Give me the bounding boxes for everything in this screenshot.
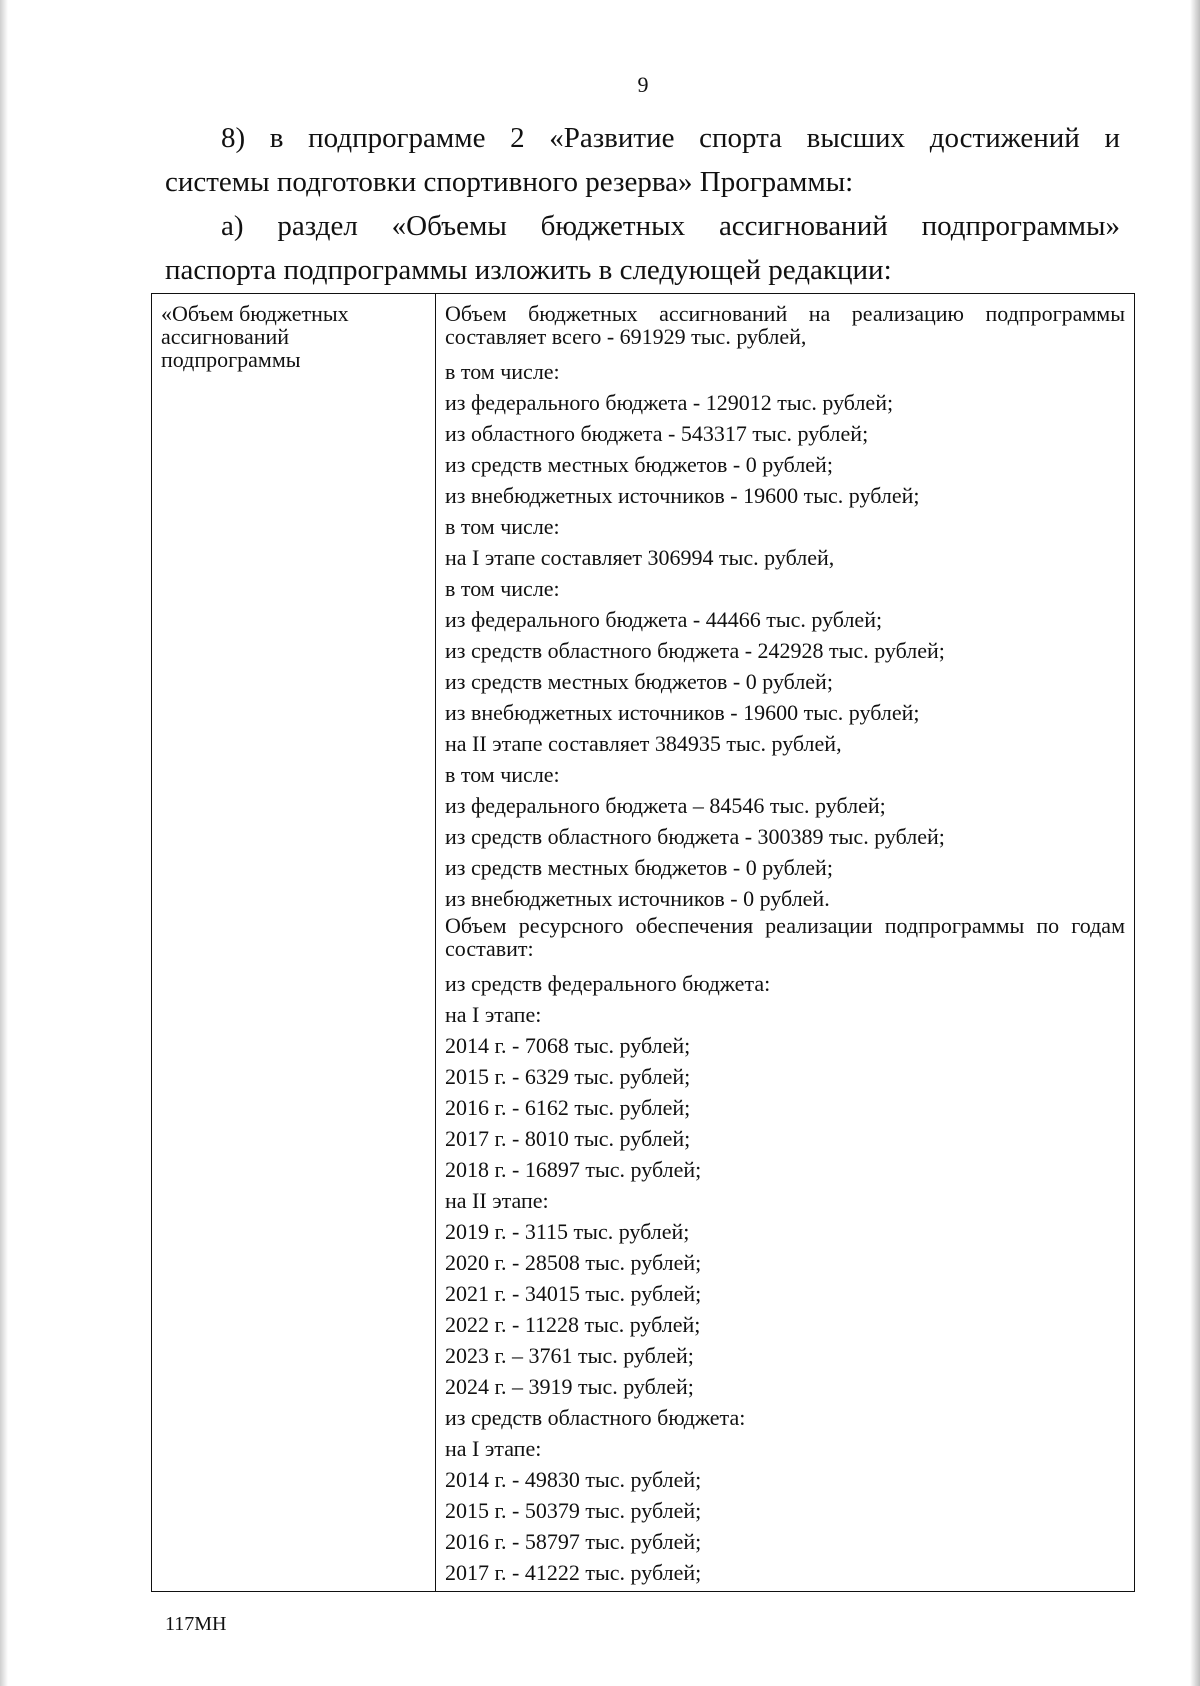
passport-table	[151, 293, 1135, 1592]
by-year-lines	[445, 968, 1125, 1588]
table-line: 2014 г. - 49830 тыс. рублей;	[445, 1467, 702, 1492]
table-line: из средств местных бюджетов - 0 рублей;	[445, 669, 833, 694]
intro-paragraph-1-line-1: 8) в подпрограмме 2 «Развитие спорта высших достижений и	[221, 122, 1120, 154]
table-line: 2018 г. - 16897 тыс. рублей;	[445, 1157, 702, 1182]
table-line: на I этапе:	[445, 1436, 542, 1461]
table-line: 2016 г. - 6162 тыс. рублей;	[445, 1095, 691, 1120]
table-line: из внебюджетных источников - 19600 тыс. рублей;	[445, 700, 920, 725]
scan-edge-right	[1190, 0, 1200, 1686]
table-line: из средств федерального бюджета:	[445, 971, 771, 996]
table-right-cell	[445, 302, 1125, 1588]
table-line: 2020 г. - 28508 тыс. рублей;	[445, 1250, 702, 1275]
table-line: в том числе:	[445, 576, 560, 601]
table-line: 2015 г. - 50379 тыс. рублей;	[445, 1498, 702, 1523]
table-line: 2017 г. - 8010 тыс. рублей;	[445, 1126, 691, 1151]
table-line: из федерального бюджета - 129012 тыс. рублей;	[445, 390, 894, 415]
table-line: из федерального бюджета – 84546 тыс. рублей;	[445, 793, 886, 818]
table-line: 2015 г. - 6329 тыс. рублей;	[445, 1064, 691, 1089]
table-line: из внебюджетных источников - 0 рублей.	[445, 886, 830, 911]
table-line: 2021 г. - 34015 тыс. рублей;	[445, 1281, 702, 1306]
table-line: 2022 г. - 11228 тыс. рублей;	[445, 1312, 701, 1337]
intro-paragraph-2-line-1: а) раздел «Объемы бюджетных ассигнований подпрограммы»	[221, 210, 1120, 242]
table-line: на I этапе:	[445, 1002, 542, 1027]
table-line: из внебюджетных источников - 19600 тыс. рублей;	[445, 483, 920, 508]
intro-paragraph-1-line-2: системы подготовки спортивного резерва» Программы:	[165, 166, 854, 198]
scan-edge-left	[0, 0, 8, 1686]
total-lines	[445, 356, 1125, 914]
table-line: из областного бюджета - 543317 тыс. рублей;	[445, 421, 869, 446]
table-line: в том числе:	[445, 514, 560, 539]
table-line: в том числе:	[445, 762, 560, 787]
table-line: из федерального бюджета - 44466 тыс. рублей;	[445, 607, 883, 632]
table-by-years-intro: Объем ресурсного обеспечения реализации подпрограммы по годам составит:	[445, 913, 1125, 961]
table-line: на II этапе:	[445, 1188, 549, 1213]
footer-document-code: 117МН	[165, 1613, 227, 1635]
intro-paragraph-2-line-2: паспорта подпрограммы изложить в следующей редакции:	[165, 254, 892, 286]
table-line: из средств областного бюджета - 242928 тыс. рублей;	[445, 638, 945, 663]
table-line: на II этапе составляет 384935 тыс. рублей,	[445, 731, 842, 756]
table-line: 2024 г. – 3919 тыс. рублей;	[445, 1374, 694, 1399]
table-line: из средств местных бюджетов - 0 рублей;	[445, 452, 833, 477]
table-line: из средств областного бюджета:	[445, 1405, 746, 1430]
page-number: 9	[637, 72, 649, 97]
table-summary-line: Объем бюджетных ассигнований на реализацию подпрограммы составляет всего - 691929 тыс. рублей,	[445, 301, 1125, 349]
table-line: на I этапе составляет 306994 тыс. рублей,	[445, 545, 835, 570]
table-line: 2023 г. – 3761 тыс. рублей;	[445, 1343, 694, 1368]
intro-text	[165, 116, 1120, 292]
table-line: в том числе:	[445, 359, 560, 384]
table-line: 2019 г. - 3115 тыс. рублей;	[445, 1219, 690, 1244]
table-line: из средств местных бюджетов - 0 рублей;	[445, 855, 833, 880]
table-line: 2014 г. - 7068 тыс. рублей;	[445, 1033, 691, 1058]
table-line: 2017 г. - 41222 тыс. рублей;	[445, 1560, 702, 1585]
table-column-divider	[435, 294, 436, 1591]
table-line: из средств областного бюджета - 300389 тыс. рублей;	[445, 824, 945, 849]
table-line: 2016 г. - 58797 тыс. рублей;	[445, 1529, 702, 1554]
table-left-cell-label: «Объем бюджетных ассигнований подпрограммы	[161, 301, 349, 372]
